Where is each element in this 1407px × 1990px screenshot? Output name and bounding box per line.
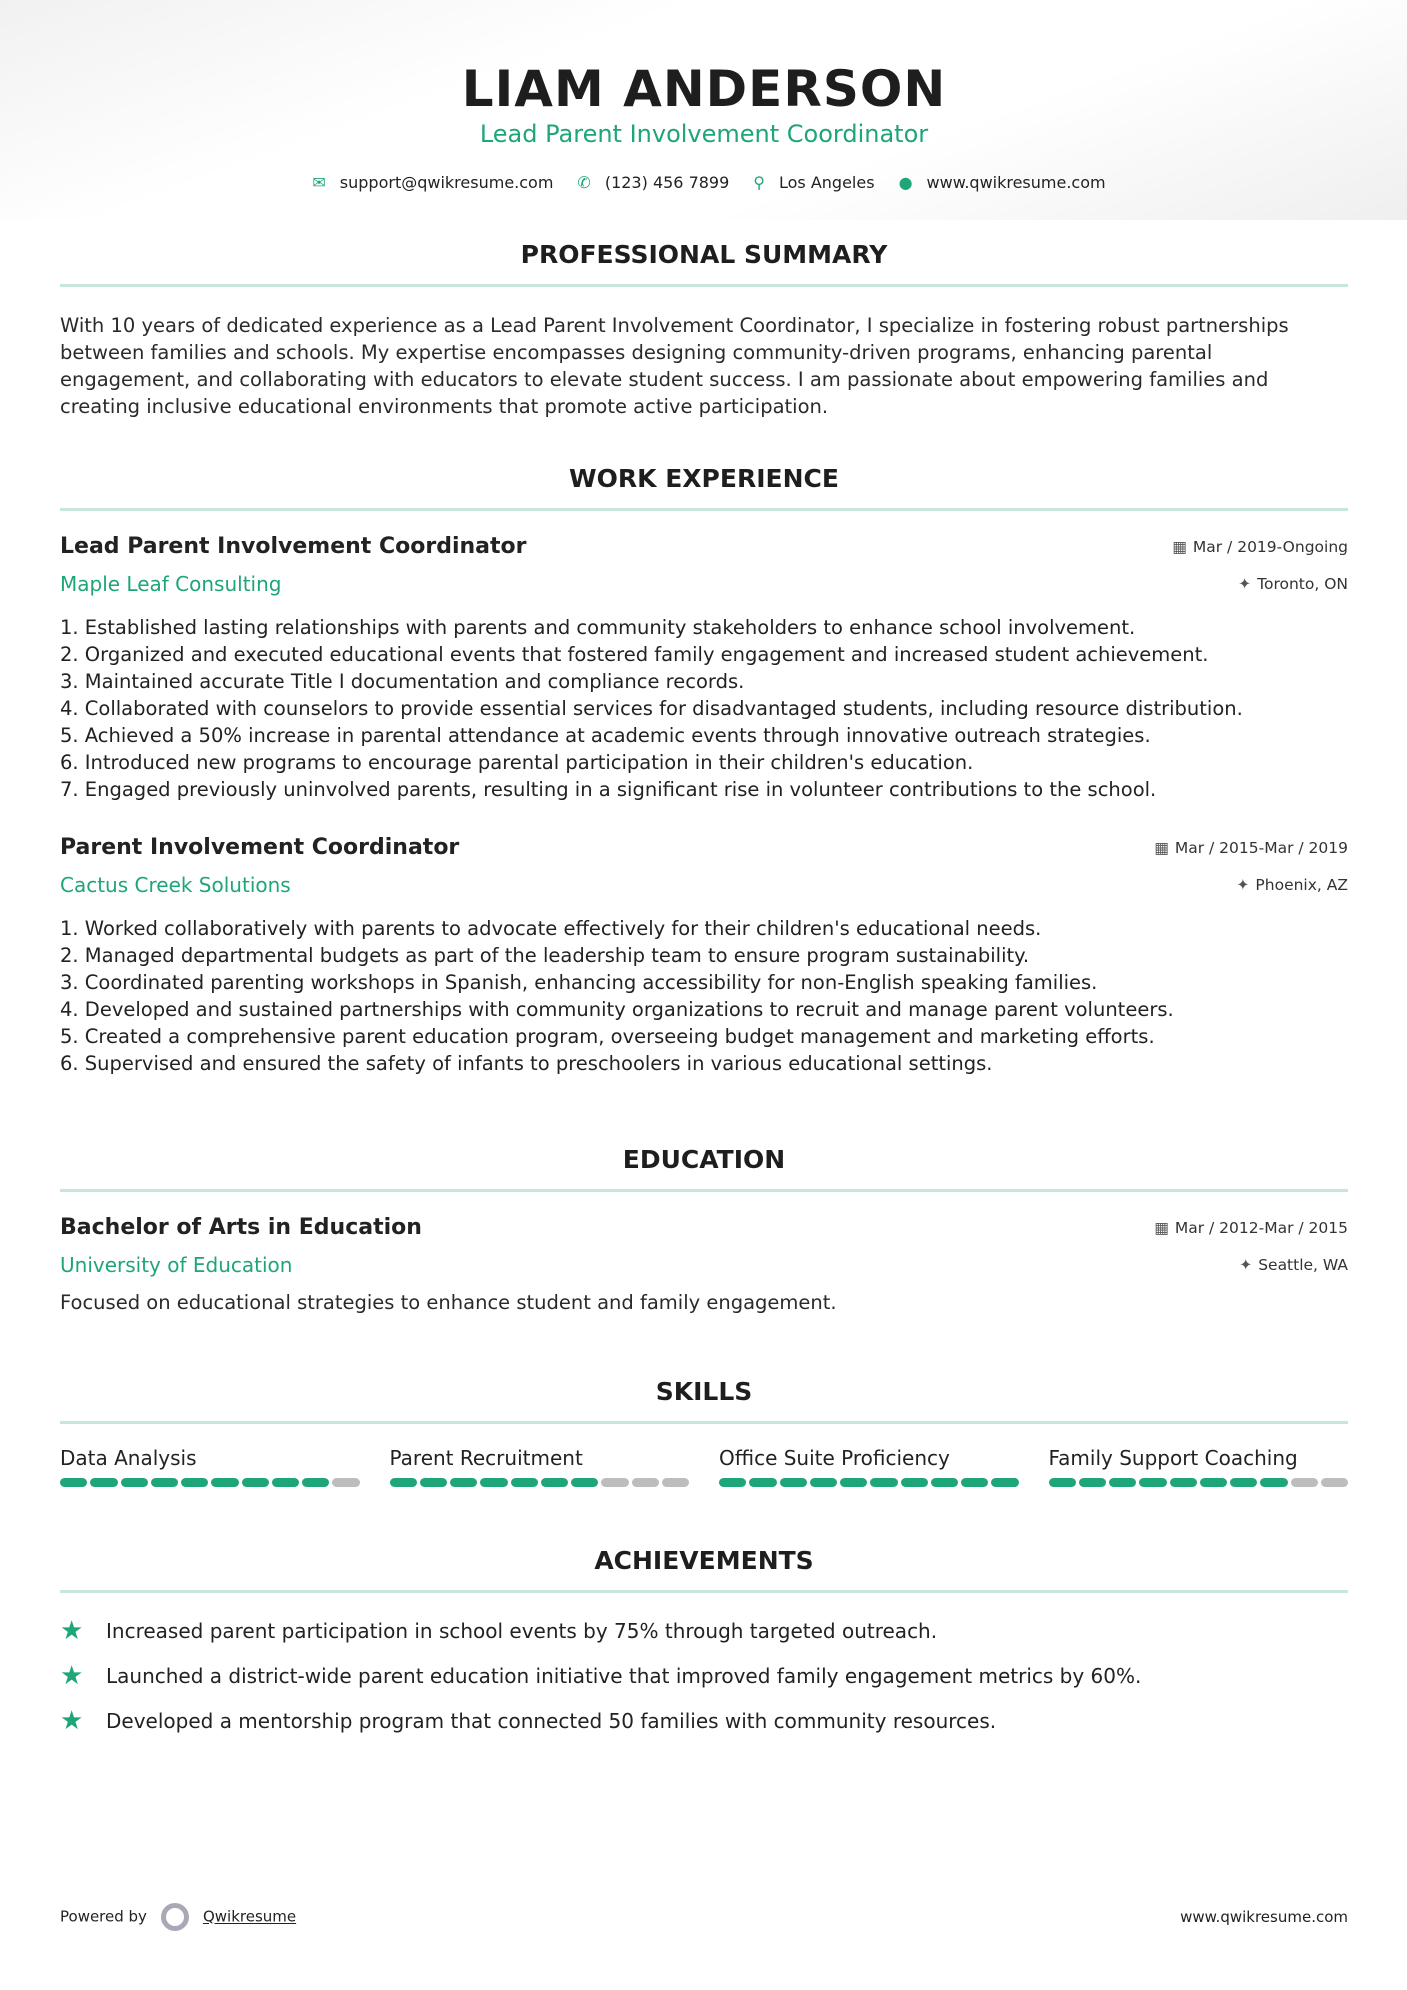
job-subheader — [60, 873, 1348, 897]
job-bullets — [60, 614, 1348, 803]
star-icon: ★ — [60, 1706, 84, 1736]
skill-segment — [390, 1478, 417, 1487]
skill-segment — [1109, 1478, 1136, 1487]
list-item: 5. Achieved a 50% increase in parental attendance at academic events through innovative outreach strategies. — [60, 724, 1151, 747]
pin-icon: ✦ — [1238, 575, 1252, 593]
achievement-item — [60, 1706, 1348, 1736]
education-header — [60, 1215, 1348, 1240]
divider — [60, 1189, 1348, 1192]
skill-segment — [480, 1478, 507, 1487]
achievement-item — [60, 1616, 1348, 1646]
footer — [60, 1903, 1348, 1931]
skill-segment — [1170, 1478, 1197, 1487]
achievement-text: Launched a district-wide parent education initiative that improved family engagement metrics by 60%. — [106, 1664, 1142, 1688]
job-header — [60, 534, 1348, 559]
list-item: 1. Worked collaboratively with parents to advocate effectively for their children's educational needs. — [60, 917, 1042, 940]
candidate-title: Lead Parent Involvement Coordinator — [479, 120, 929, 148]
skill-segment — [601, 1478, 628, 1487]
list-item: 3. Maintained accurate Title I documentation and compliance records. — [60, 670, 745, 693]
skill-segment — [1230, 1478, 1257, 1487]
skills-heading: SKILLS — [655, 1377, 753, 1406]
skill-segment — [181, 1478, 208, 1487]
powered-by: Powered by — [60, 1907, 147, 1926]
website[interactable]: www.qwikresume.com — [926, 173, 1106, 192]
list-item: 7. Engaged previously uninvolved parents, resulting in a significant rise in volunteer contributions to the school. — [60, 778, 1157, 801]
email-icon: ✉ — [312, 173, 326, 192]
list-item: 2. Managed departmental budgets as part of the leadership team to ensure program sustainability. — [60, 944, 1030, 967]
divider — [60, 508, 1348, 511]
skill-segment — [1079, 1478, 1106, 1487]
skill-segment — [1291, 1478, 1318, 1487]
divider — [60, 1590, 1348, 1593]
job-title: Lead Parent Involvement Coordinator — [60, 534, 527, 559]
job-dates: Mar / 2015-Mar / 2019 — [1174, 838, 1348, 857]
education-description: Focused on educational strategies to enhance student and family engagement. — [60, 1291, 837, 1314]
job-subheader — [60, 572, 1348, 596]
calendar-icon: ▦ — [1172, 537, 1187, 556]
contact-bar — [60, 173, 1348, 192]
skill-name: Family Support Coaching — [1048, 1446, 1298, 1470]
list-item: 3. Coordinated parenting workshops in Spanish, enhancing accessibility for non-English speaking families. — [60, 971, 1098, 994]
list-item: 4. Developed and sustained partnerships with community organizations to recruit and manage parent volunteers. — [60, 998, 1174, 1021]
skill-segment — [302, 1478, 329, 1487]
school: University of Education — [60, 1253, 293, 1277]
skill-segment — [90, 1478, 117, 1487]
job-title: Parent Involvement Coordinator — [60, 835, 460, 860]
pin-icon: ✦ — [1236, 876, 1250, 894]
skill-segment — [511, 1478, 538, 1487]
divider — [60, 1421, 1348, 1424]
achievements-heading: ACHIEVEMENTS — [594, 1546, 814, 1575]
list-item: 4. Collaborated with counselors to provide essential services for disadvantaged students, including resource distribution. — [60, 697, 1243, 720]
skill-segment — [870, 1478, 897, 1487]
skill-item — [390, 1446, 690, 1487]
skill-segment — [901, 1478, 928, 1487]
location-pin-icon: ⚲ — [753, 173, 765, 192]
globe-icon: ● — [898, 173, 913, 192]
skill-segment — [571, 1478, 598, 1487]
skill-segment — [60, 1478, 87, 1487]
skill-segment — [121, 1478, 148, 1487]
skill-segment — [749, 1478, 776, 1487]
job-bullets — [60, 915, 1348, 1077]
skill-segment — [272, 1478, 299, 1487]
skill-segment — [420, 1478, 447, 1487]
achievement-item — [60, 1661, 1348, 1691]
calendar-icon: ▦ — [1154, 838, 1169, 857]
skill-item — [1049, 1446, 1349, 1487]
job-location: Toronto, ON — [1257, 575, 1348, 593]
summary-heading: PROFESSIONAL SUMMARY — [520, 240, 888, 269]
skill-level-bar — [1049, 1478, 1349, 1487]
skill-segment — [541, 1478, 568, 1487]
location: Los Angeles — [779, 173, 875, 192]
brand-link[interactable]: Qwikresume — [202, 1907, 297, 1926]
list-item: 1. Established lasting relationships with parents and community stakeholders to enhance school involvement. — [60, 616, 1136, 639]
skill-segment — [1260, 1478, 1287, 1487]
divider — [60, 284, 1348, 287]
list-item: 6. Supervised and ensured the safety of infants to preschoolers in various educational settings. — [60, 1052, 993, 1075]
phone-icon: ✆ — [577, 173, 591, 192]
job-header — [60, 835, 1348, 860]
skill-segment — [1321, 1478, 1348, 1487]
achievement-text: Increased parent participation in school events by 75% through targeted outreach. — [106, 1619, 938, 1643]
email[interactable]: support@qwikresume.com — [339, 173, 554, 192]
skill-name: Office Suite Proficiency — [719, 1446, 950, 1470]
qwikresume-logo-icon — [161, 1903, 189, 1931]
company: Maple Leaf Consulting — [60, 572, 282, 596]
list-item: 2. Organized and executed educational events that fostered family engagement and increased student achievement. — [60, 643, 1209, 666]
skill-segment — [780, 1478, 807, 1487]
skill-segment — [931, 1478, 958, 1487]
job-location: Phoenix, AZ — [1255, 876, 1348, 894]
skill-level-bar — [60, 1478, 360, 1487]
education-location: Seattle, WA — [1258, 1256, 1348, 1274]
phone: (123) 456 7899 — [604, 173, 730, 192]
skill-segment — [1200, 1478, 1227, 1487]
skill-segment — [662, 1478, 689, 1487]
skill-segment — [450, 1478, 477, 1487]
skill-segment — [961, 1478, 988, 1487]
skill-item — [60, 1446, 360, 1487]
job-dates: Mar / 2019-Ongoing — [1192, 537, 1348, 556]
company: Cactus Creek Solutions — [60, 873, 291, 897]
degree: Bachelor of Arts in Education — [60, 1215, 422, 1240]
skill-level-bar — [390, 1478, 690, 1487]
candidate-name: LIAM ANDERSON — [461, 60, 947, 118]
skill-segment — [810, 1478, 837, 1487]
skill-segment — [242, 1478, 269, 1487]
skill-name: Data Analysis — [60, 1446, 197, 1470]
skill-item — [719, 1446, 1019, 1487]
achievement-text: Developed a mentorship program that connected 50 families with community resources. — [106, 1709, 997, 1733]
skill-segment — [151, 1478, 178, 1487]
education-dates: Mar / 2012-Mar / 2015 — [1174, 1218, 1348, 1237]
skill-level-bar — [719, 1478, 1019, 1487]
skill-segment — [1139, 1478, 1166, 1487]
skill-segment — [632, 1478, 659, 1487]
calendar-icon: ▦ — [1154, 1218, 1169, 1237]
skill-segment — [332, 1478, 359, 1487]
work-heading: WORK EXPERIENCE — [569, 464, 839, 493]
list-item: 6. Introduced new programs to encourage parental participation in their children's education. — [60, 751, 974, 774]
star-icon: ★ — [60, 1661, 84, 1691]
skill-segment — [719, 1478, 746, 1487]
skill-segment — [1049, 1478, 1076, 1487]
skills-list — [60, 1446, 1348, 1487]
education-heading: EDUCATION — [622, 1145, 786, 1174]
skill-segment — [211, 1478, 238, 1487]
skill-segment — [840, 1478, 867, 1487]
footer-website[interactable]: www.qwikresume.com — [1180, 1908, 1348, 1926]
star-icon: ★ — [60, 1616, 84, 1646]
skill-name: Parent Recruitment — [389, 1446, 583, 1470]
pin-icon: ✦ — [1239, 1256, 1253, 1274]
education-subheader — [60, 1253, 1348, 1277]
summary-text: With 10 years of dedicated experience as a Lead Parent Involvement Coordinator, I specialize in fostering robust partnerships between families and schools. My expertise encompasses designing community-driven programs, enhancing parental engagement, and collaborating with educators to elevate student success. I am passionate about empowering families and creating inclusive educational environments that promote active participation. — [60, 314, 1289, 418]
list-item: 5. Created a comprehensive parent education program, overseeing budget management and marketing efforts. — [60, 1025, 1155, 1048]
skill-segment — [991, 1478, 1018, 1487]
